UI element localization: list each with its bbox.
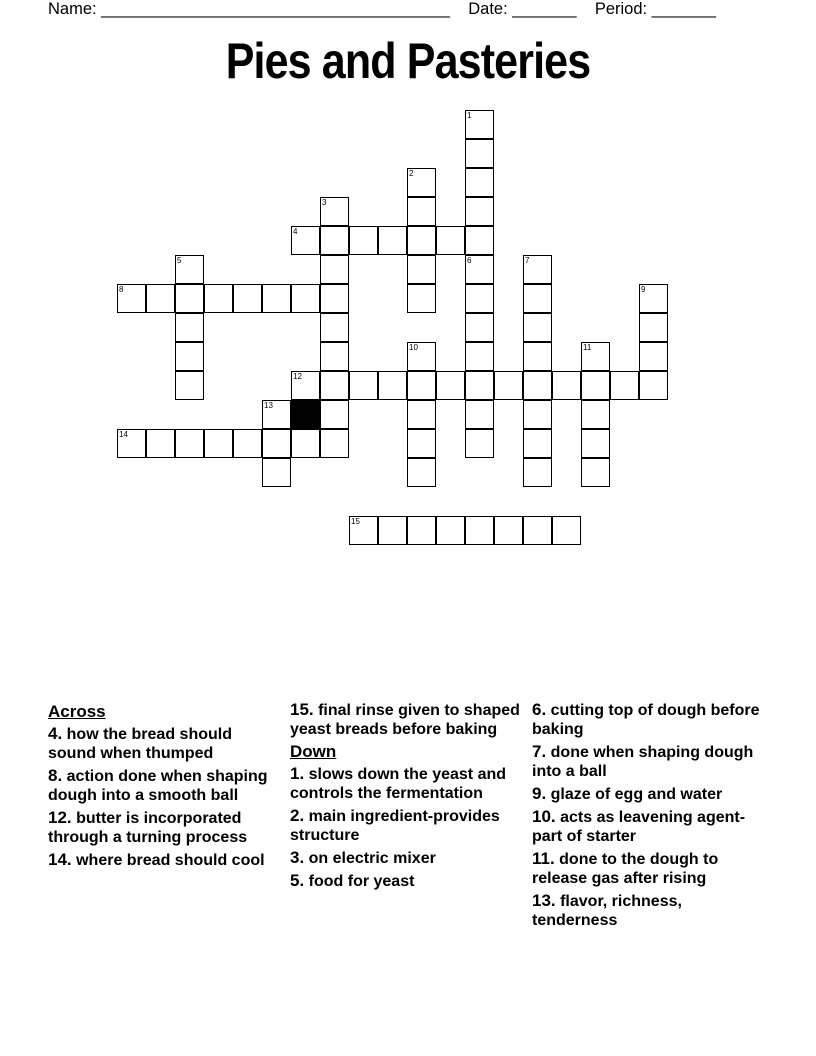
clue-across-4: 4. how the bread should sound when thumped	[48, 724, 232, 762]
crossword-black-cell	[291, 400, 320, 429]
clues-column-1	[48, 700, 280, 873]
crossword-cell[interactable]	[204, 284, 233, 313]
crossword-cell[interactable]	[146, 429, 175, 458]
crossword-cell[interactable]	[465, 197, 494, 226]
clue-number: 11	[583, 343, 592, 352]
crossword-cell[interactable]	[639, 284, 668, 313]
crossword-cell[interactable]	[610, 371, 639, 400]
crossword-cell[interactable]	[378, 516, 407, 545]
crossword-cell[interactable]	[436, 371, 465, 400]
clue-down-2: 2. main ingredient-provides structure	[290, 806, 500, 844]
crossword-cell[interactable]	[117, 284, 146, 313]
crossword-cell[interactable]	[204, 429, 233, 458]
date-field-label: Date: _______	[468, 0, 577, 18]
crossword-cell[interactable]	[175, 255, 204, 284]
crossword-cell[interactable]	[407, 516, 436, 545]
crossword-cell[interactable]	[320, 284, 349, 313]
crossword-cell[interactable]	[465, 255, 494, 284]
period-field-label: Period: _______	[594, 0, 716, 18]
crossword-cell[interactable]	[407, 400, 436, 429]
crossword-cell[interactable]	[465, 110, 494, 139]
crossword-cell[interactable]	[291, 226, 320, 255]
crossword-cell[interactable]	[639, 313, 668, 342]
crossword-cell[interactable]	[581, 458, 610, 487]
crossword-cell[interactable]	[581, 371, 610, 400]
clue-number: 4	[293, 227, 298, 236]
crossword-cell[interactable]	[552, 516, 581, 545]
crossword-cell[interactable]	[262, 429, 291, 458]
crossword-cell[interactable]	[407, 197, 436, 226]
clue-across-14: 14. where bread should cool	[48, 850, 265, 869]
clue-number: 1	[467, 111, 472, 120]
crossword-cell[interactable]	[175, 342, 204, 371]
crossword-cell[interactable]	[320, 255, 349, 284]
crossword-cell[interactable]	[523, 255, 552, 284]
crossword-cell[interactable]	[581, 342, 610, 371]
crossword-cell[interactable]	[320, 226, 349, 255]
crossword-cell[interactable]	[320, 400, 349, 429]
clues-column-2	[290, 700, 522, 894]
crossword-cell[interactable]	[320, 313, 349, 342]
crossword-cell[interactable]	[494, 371, 523, 400]
name-field-label: Name: ______________________________________	[48, 0, 450, 18]
clue-number: 8	[119, 285, 124, 294]
down-heading: Down	[290, 742, 337, 761]
crossword-cell[interactable]	[378, 371, 407, 400]
crossword-cell[interactable]	[233, 284, 262, 313]
crossword-cell[interactable]	[320, 342, 349, 371]
crossword-cell[interactable]	[262, 284, 291, 313]
crossword-cell[interactable]	[494, 516, 523, 545]
crossword-cell[interactable]	[465, 371, 494, 400]
crossword-cell[interactable]	[436, 516, 465, 545]
clue-down-13: 13. flavor, richness, tenderness	[532, 891, 682, 929]
crossword-cell[interactable]	[175, 371, 204, 400]
clue-number: 12	[293, 372, 302, 381]
crossword-cell[interactable]	[436, 226, 465, 255]
crossword-cell[interactable]	[349, 371, 378, 400]
crossword-cell[interactable]	[639, 371, 668, 400]
clue-across-15: 15. final rinse given to shaped yeast breads before baking	[290, 700, 520, 738]
clues-column-3	[532, 700, 764, 933]
crossword-cell[interactable]	[146, 284, 175, 313]
crossword-cell[interactable]	[581, 429, 610, 458]
crossword-cell[interactable]	[523, 429, 552, 458]
crossword-cell[interactable]	[175, 429, 204, 458]
clue-number: 6	[467, 256, 472, 265]
crossword-cell[interactable]	[465, 400, 494, 429]
clue-down-1: 1. slows down the yeast and controls the fermentation	[290, 764, 507, 802]
crossword-cell[interactable]	[407, 255, 436, 284]
crossword-cell[interactable]	[523, 313, 552, 342]
crossword-cell[interactable]	[407, 458, 436, 487]
crossword-cell[interactable]	[465, 516, 494, 545]
crossword-cell[interactable]	[465, 226, 494, 255]
clue-number: 2	[409, 169, 414, 178]
clue-number: 3	[322, 198, 327, 207]
clue-down-6: 6. cutting top of dough before baking	[532, 700, 760, 738]
clue-number: 15	[351, 517, 360, 526]
clue-number: 10	[409, 343, 418, 352]
crossword-cell[interactable]	[407, 284, 436, 313]
across-heading: Across	[48, 702, 106, 721]
clue-number: 7	[525, 256, 530, 265]
crossword-cell[interactable]	[523, 400, 552, 429]
crossword-cell[interactable]	[465, 139, 494, 168]
crossword-cell[interactable]	[378, 226, 407, 255]
crossword-cell[interactable]	[465, 429, 494, 458]
clue-down-5: 5. food for yeast	[290, 871, 415, 890]
crossword-cell[interactable]	[320, 197, 349, 226]
crossword-cell[interactable]	[407, 429, 436, 458]
crossword-cell[interactable]	[581, 400, 610, 429]
crossword-cell[interactable]	[523, 371, 552, 400]
crossword-cell[interactable]	[262, 458, 291, 487]
crossword-cell[interactable]	[465, 342, 494, 371]
crossword-cell[interactable]	[407, 371, 436, 400]
crossword-cell[interactable]	[407, 226, 436, 255]
clue-down-7: 7. done when shaping dough into a ball	[532, 742, 754, 780]
crossword-cell[interactable]	[175, 313, 204, 342]
crossword-cell[interactable]	[465, 313, 494, 342]
crossword-cell[interactable]	[291, 284, 320, 313]
crossword-cell[interactable]	[523, 342, 552, 371]
clue-number: 13	[264, 401, 273, 410]
clue-down-9: 9. glaze of egg and water	[532, 784, 723, 803]
crossword-cell[interactable]	[523, 284, 552, 313]
crossword-cell[interactable]	[465, 168, 494, 197]
crossword-cell[interactable]	[117, 429, 146, 458]
crossword-cell[interactable]	[407, 168, 436, 197]
clue-down-10: 10. acts as leavening agent- part of starter	[532, 807, 746, 845]
crossword-cell[interactable]	[523, 458, 552, 487]
crossword-cell[interactable]	[465, 284, 494, 313]
crossword-cell[interactable]	[523, 516, 552, 545]
crossword-cell[interactable]	[349, 226, 378, 255]
crossword-cell[interactable]	[320, 371, 349, 400]
page-title: Pies and Pasteries	[225, 33, 591, 89]
crossword-cell[interactable]	[291, 429, 320, 458]
crossword-cell[interactable]	[175, 284, 204, 313]
crossword-cell[interactable]	[291, 371, 320, 400]
crossword-cell[interactable]	[407, 342, 436, 371]
clue-number: 9	[641, 285, 646, 294]
clue-number: 5	[177, 256, 182, 265]
clue-across-8: 8. action done when shaping dough into a smooth ball	[48, 766, 268, 804]
clue-across-12: 12. butter is incorporated through a turning process	[48, 808, 248, 846]
crossword-cell[interactable]	[262, 400, 291, 429]
crossword-cell[interactable]	[349, 516, 378, 545]
clue-down-11: 11. done to the dough to release gas after rising	[532, 849, 719, 887]
crossword-cell[interactable]	[233, 429, 262, 458]
clue-number: 14	[119, 430, 128, 439]
clue-down-3: 3. on electric mixer	[290, 848, 436, 867]
crossword-cell[interactable]	[552, 371, 581, 400]
crossword-cell[interactable]	[639, 342, 668, 371]
crossword-cell[interactable]	[320, 429, 349, 458]
